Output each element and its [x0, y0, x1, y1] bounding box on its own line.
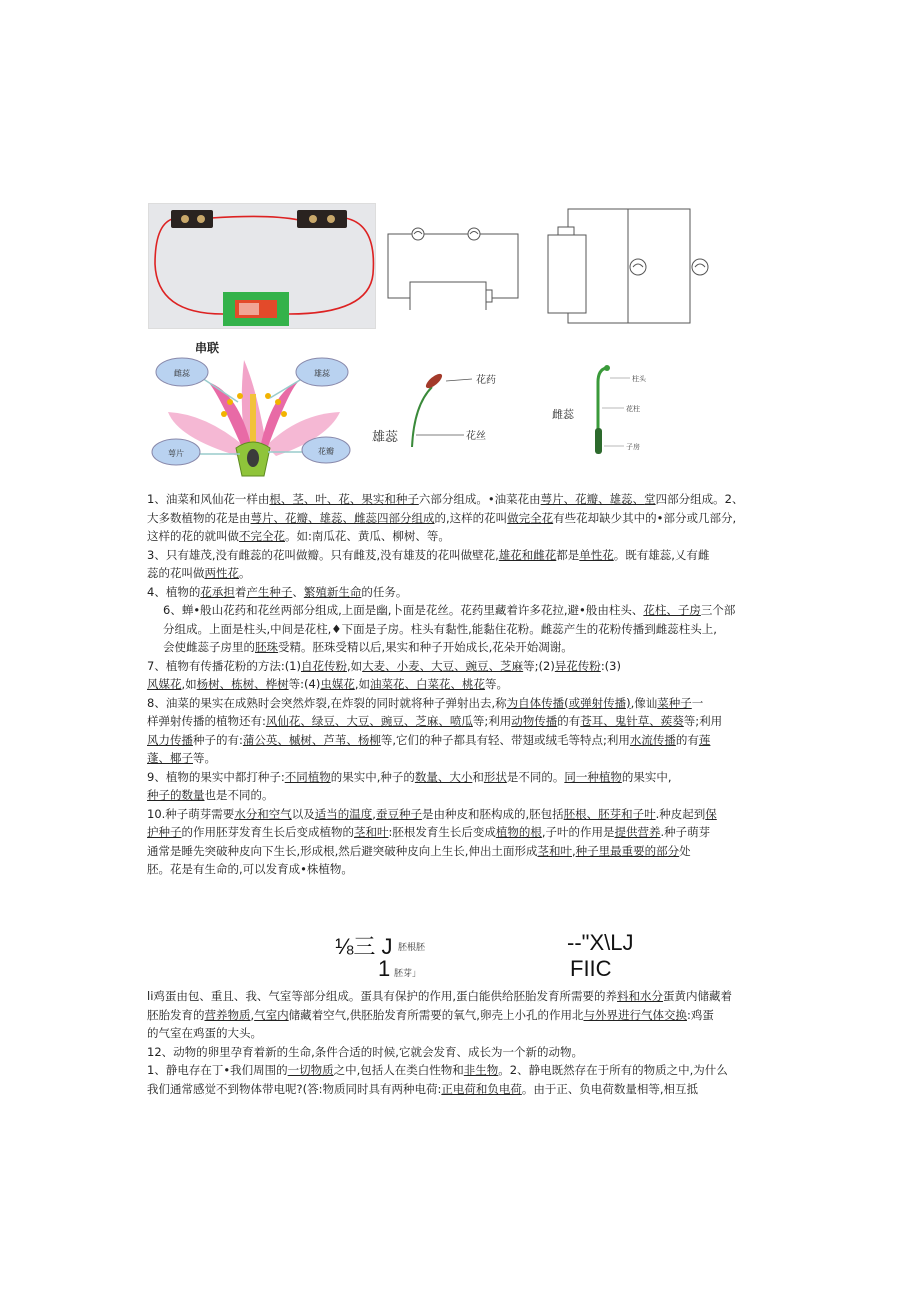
underlined-term: 正电荷和负电荷	[441, 1081, 522, 1096]
text-run: 1、静电存在丁•我们周围的	[147, 1063, 288, 1077]
garbled-left-small-2: 胚芽」	[394, 969, 422, 979]
underlined-term: 不完全花	[239, 529, 285, 543]
text-line	[147, 788, 274, 802]
text-run: 的任务。	[361, 584, 408, 599]
text-run: :鸡蛋	[686, 1007, 714, 1022]
underlined-term: 两性花	[204, 566, 239, 580]
pistil-diagram	[552, 362, 672, 462]
text-run: 三个部	[700, 603, 736, 617]
underlined-term: 形状	[483, 769, 507, 784]
text-run: 的,这样的花叫	[434, 510, 508, 525]
text-run: 是不同的。	[506, 769, 565, 784]
text-line	[147, 989, 732, 1003]
garbled-left-heading: ⅛三 J	[335, 934, 393, 959]
label-bubble	[296, 358, 348, 386]
paragraph	[147, 601, 787, 657]
underlined-term: 雄花和雌花	[498, 547, 557, 562]
text-run: 4、植物的	[147, 584, 201, 599]
garbled-right-heading: --"X\LJ	[567, 930, 634, 955]
text-run: 8、油菜的果实在成熟时会突然炸裂,在炸裂的同时就将种子弹射出去,称	[147, 695, 507, 710]
text-line	[147, 862, 353, 876]
text-run: 。由于正、负电荷数量相等,相互抵	[521, 1081, 698, 1096]
text-run: 分组成。上面是柱头,中间是花柱,♦下面是子房。柱头有黏性,能黏住花粉。雌蕊产生的花粉传播到雌蕊柱头上,	[163, 621, 717, 636]
stamen-diagram	[368, 365, 518, 465]
underlined-term: 数量、大小	[414, 769, 473, 784]
bulb-icon	[692, 259, 708, 275]
text-run: 也是不同的。	[204, 788, 274, 802]
underlined-term: 蚕豆种子	[375, 806, 422, 821]
text-run: 以及	[291, 806, 315, 821]
text-run: 六部分组成。•油菜花由	[418, 492, 541, 506]
paragraph	[147, 1043, 787, 1062]
text-run: ,如	[354, 677, 370, 691]
underlined-term: 根、茎、叶、花、果实和种子	[269, 492, 419, 506]
text-run: 。	[239, 566, 251, 580]
text-run: 3、只有雄茂,没有雌蕊的花叫做瓣。只有雌芨,没有雄芨的花叫做壁花,	[147, 547, 499, 562]
pistil-ovary-label: 子房	[626, 443, 640, 451]
text-run: 的果实中,种子的	[330, 769, 415, 784]
text-run: 胚胎发育的	[147, 1007, 205, 1022]
flower-structure-figure	[148, 352, 352, 482]
underlined-term: 苍耳、鬼针草、蒺葵	[580, 714, 684, 728]
text-run: 蛋黄内储藏着	[663, 989, 733, 1003]
text-line	[147, 677, 508, 691]
paragraph	[147, 805, 787, 879]
text-run: 7、植物有传播花粉的方法:(1)	[147, 658, 301, 673]
text-line	[147, 529, 450, 543]
underlined-term: 营养物质	[204, 1007, 251, 1022]
text-run: 胚。花是有生命的,可以发育成•株植物。	[147, 862, 353, 876]
underlined-term: 风力传播	[147, 732, 193, 747]
underlined-term: 大麦、小麦、大豆、豌豆、芝麻	[362, 658, 524, 673]
text-run: 。2、静电既然存在于所有的物质之中,为什么	[498, 1063, 728, 1077]
underlined-term: 水分和空气	[234, 806, 292, 821]
paragraph	[147, 987, 787, 1043]
underlined-term: 油菜花、白菜花、桃花	[369, 677, 485, 691]
flower-label-bottom-left: 萼片	[168, 449, 184, 458]
text-run: 12、动物的卵里孕育着新的生命,条件合适的时候,它就会发育、成长为一个新的动物。	[147, 1044, 583, 1059]
garbled-left-heading-2: 1	[378, 956, 391, 981]
underlined-term: 蒲公英、槭树、芦苇、杨柳	[242, 732, 381, 747]
text-run: 这样的花的就叫做	[147, 529, 239, 543]
text-line	[147, 844, 691, 858]
text-run: 之中,包括人在类白性物和	[333, 1063, 464, 1077]
bulb-icon	[412, 228, 424, 240]
text-run: 、	[292, 584, 304, 599]
paragraph	[147, 583, 787, 602]
underlined-term: 莲	[698, 732, 711, 747]
text-run: 我们通常感觉不到物体带电呢?(答:物质同时具有两种电荷:	[147, 1081, 442, 1096]
text-run: 等。	[484, 677, 508, 691]
text-run: ,如	[346, 658, 363, 673]
flower-label-top-left: 雌蕊	[174, 369, 190, 378]
text-line	[147, 825, 710, 839]
text-run: ,	[571, 843, 576, 858]
flower-illustration	[148, 352, 352, 482]
text-line	[147, 770, 672, 784]
underlined-term: 动物传播	[511, 714, 558, 728]
underlined-term: 茎和叶	[537, 843, 572, 858]
text-line	[147, 1026, 262, 1040]
text-run: 等;利用	[683, 714, 723, 728]
text-run: 和	[472, 769, 484, 784]
text-run: 蕊的花叫做	[147, 566, 205, 580]
text-run: 四部分组成。2、	[655, 492, 744, 506]
label-bubble	[156, 358, 208, 386]
text-run: 都是	[556, 547, 580, 562]
text-line	[163, 640, 573, 654]
text-line	[147, 1082, 698, 1096]
series-circuit-diagram	[380, 220, 525, 310]
underlined-term: 萼片、花瓣、雄蕊、雌蕊四部分组成	[250, 510, 435, 525]
underlined-term: 蓬、椰子	[147, 751, 193, 765]
flower-label-top-right: 雄蕊	[314, 369, 330, 378]
stamen-anther-label: 花药	[476, 375, 496, 386]
text-run: ,如	[181, 677, 197, 691]
underlined-term: 异花传粉	[554, 658, 601, 673]
text-run: 等;(2)	[523, 658, 555, 673]
underlined-term: 气室内	[254, 1007, 289, 1022]
text-line	[147, 1045, 583, 1059]
text-run: 6、蝉•般山花药和花丝两部分组成,上面是幽,卜面是花丝。花药里藏着许多花拉,避•般由柱头、	[163, 603, 644, 617]
garbled-left-small: 胚根胚	[398, 943, 426, 953]
text-run: 储藏着空气,供胚胎发育所需要的氧气,卵壳上小孔的作用北	[288, 1007, 584, 1022]
garbled-right-heading-2: FIIC	[570, 956, 612, 981]
text-run: 大多数植物的花是由	[147, 510, 251, 525]
text-line	[147, 548, 709, 562]
text-line	[147, 659, 621, 673]
text-run: 是由种皮和胚构成的,胚包括	[421, 806, 564, 821]
text-run: 样弹射传播的植物还有:	[147, 714, 266, 728]
underlined-term: 茎和叶	[354, 825, 389, 839]
text-run: 。既有雄蕊,乂有雌	[613, 547, 710, 562]
series-caption: 串联	[195, 341, 220, 355]
text-run: 等;利用	[472, 714, 512, 728]
underlined-term: 做完全花	[507, 510, 554, 525]
text-line	[163, 622, 717, 636]
underlined-term: 繁殖新生命	[303, 584, 362, 599]
text-run: 10.种子萌芽需要	[147, 806, 235, 821]
underlined-term: 虫媒花	[320, 677, 355, 691]
text-line	[147, 733, 710, 747]
text-line	[147, 492, 743, 506]
bulb-icon	[468, 228, 480, 240]
text-run: 的有	[557, 714, 581, 728]
text-run: 处	[679, 843, 691, 858]
text-run: 的果实中,	[621, 769, 672, 784]
text-line	[147, 1063, 728, 1077]
text-run: 的作用胚芽发育生长后变成植物的	[181, 825, 354, 839]
text-run: ,子叶的作用是	[541, 825, 615, 839]
underlined-term: 提供营养	[614, 825, 661, 839]
underlined-term: 适当的温度	[314, 806, 373, 821]
label-bubble	[152, 439, 200, 465]
text-line	[147, 714, 722, 728]
underlined-term: 水流传播	[629, 732, 676, 747]
text-run: ,	[250, 1007, 255, 1022]
label-bubble	[302, 437, 350, 463]
underlined-term: 种子的数量	[147, 788, 205, 802]
text-run: 通常是睡先突破种皮向下生长,形成根,然后避突破种皮向上生长,伸出土面形成	[147, 843, 538, 858]
text-line	[147, 696, 703, 710]
underlined-term: 风仙花、绿豆、大豆、豌豆、芝麻、喷瓜	[265, 714, 473, 728]
paragraph	[147, 490, 787, 546]
text-run: 。如:南瓜花、黄瓜、柳树、等。	[285, 529, 450, 543]
underlined-term: 为自体传播(或弹射传播)	[506, 695, 631, 710]
paragraph	[147, 768, 787, 805]
notes-block-plants	[147, 490, 787, 879]
text-run: :(3)	[600, 658, 621, 673]
stamen-title: 雄蕊	[372, 430, 399, 445]
underlined-term: 植物的根	[495, 825, 542, 839]
text-line	[147, 751, 216, 765]
text-run: 会使雌蕊子房里的	[163, 640, 255, 654]
underlined-term: 一切物质	[287, 1063, 334, 1077]
paragraph	[147, 546, 787, 583]
underlined-term: 杨树、栋树、桦树	[196, 677, 289, 691]
underlined-term: 花柱、子房	[643, 603, 701, 617]
text-run: :胚根发育生长后变成	[388, 825, 496, 839]
underlined-term: 与外界进行气体交换	[583, 1007, 687, 1022]
text-run: 9、植物的果实中都打种子:	[147, 769, 285, 784]
underlined-term: 胚珠	[255, 640, 278, 654]
underlined-term: 产生种子	[246, 584, 293, 599]
paragraph	[147, 694, 787, 768]
text-run: .种皮起到	[655, 806, 706, 821]
text-line	[147, 1008, 714, 1022]
text-run: ,像讪	[630, 695, 658, 710]
flower-label-bottom-right: 花瓣	[318, 447, 334, 456]
text-run: .种子萌芽	[660, 825, 711, 839]
underlined-term: 保	[705, 806, 717, 821]
pistil-title: 雌蕊	[552, 408, 574, 421]
text-run: 一	[691, 695, 704, 710]
series-circuit-photo-art	[149, 204, 376, 329]
text-line	[163, 603, 735, 617]
parallel-circuit-diagram	[540, 205, 720, 330]
underlined-term: 菜种子	[657, 695, 692, 710]
underlined-term: 自花传粉	[300, 658, 347, 673]
stamen-filament-label: 花丝	[466, 431, 486, 442]
underlined-term: 不同植物	[284, 769, 331, 784]
text-line	[147, 566, 251, 580]
text-run: 1、油菜和风仙花一样由	[147, 492, 270, 506]
text-line	[147, 585, 407, 599]
text-run: 种子的有:	[193, 732, 243, 747]
underlined-term: 种子里最重要的部分	[575, 843, 680, 858]
underlined-term: 单性花	[579, 547, 614, 562]
text-line	[147, 511, 736, 525]
pistil-style-label: 花柱	[626, 405, 640, 413]
pistil-stigma-label: 柱头	[632, 375, 646, 383]
text-run: 受精。胚珠受精以后,果实和种子开始成长,花朵开始凋谢。	[278, 640, 573, 654]
underlined-term: 护种子	[147, 825, 182, 839]
underlined-term: 非生物	[463, 1063, 499, 1077]
text-run: 的气室在鸡蛋的大头。	[147, 1026, 262, 1040]
series-circuit-photo	[148, 203, 376, 329]
text-run: ,	[372, 806, 376, 821]
underlined-term: 料和水分	[617, 989, 664, 1003]
text-run: 等,它们的种子都具有轻、带翅或绒毛等特点;利用	[380, 732, 630, 747]
underlined-term: 胚根、胚芽和子叶	[563, 806, 656, 821]
bulb-icon	[630, 259, 646, 275]
text-run: li鸡蛋由包、重且、我、气室等部分组成。蛋具有保护的作用,蛋白能供给胚胎发育所需要的养	[147, 989, 618, 1003]
underlined-term: 萼片、花瓣、雄蕊、	[540, 492, 645, 506]
paragraph	[147, 657, 787, 694]
text-line	[147, 807, 717, 821]
underlined-term: 花承担	[200, 584, 235, 599]
underlined-term: 同一种植物	[564, 769, 622, 784]
underlined-term: 风媒花	[147, 677, 182, 691]
text-run: 等:(4)	[288, 677, 321, 691]
text-run: 的有	[675, 732, 699, 747]
paragraph	[147, 1061, 787, 1098]
notes-block-eggs-static	[147, 987, 787, 1098]
text-run: 等。	[193, 751, 216, 765]
underlined-term: 堂	[644, 492, 656, 506]
text-run: 有些花却缺少其中的•部分或几部分,	[553, 510, 737, 525]
text-run: 着	[234, 584, 247, 599]
